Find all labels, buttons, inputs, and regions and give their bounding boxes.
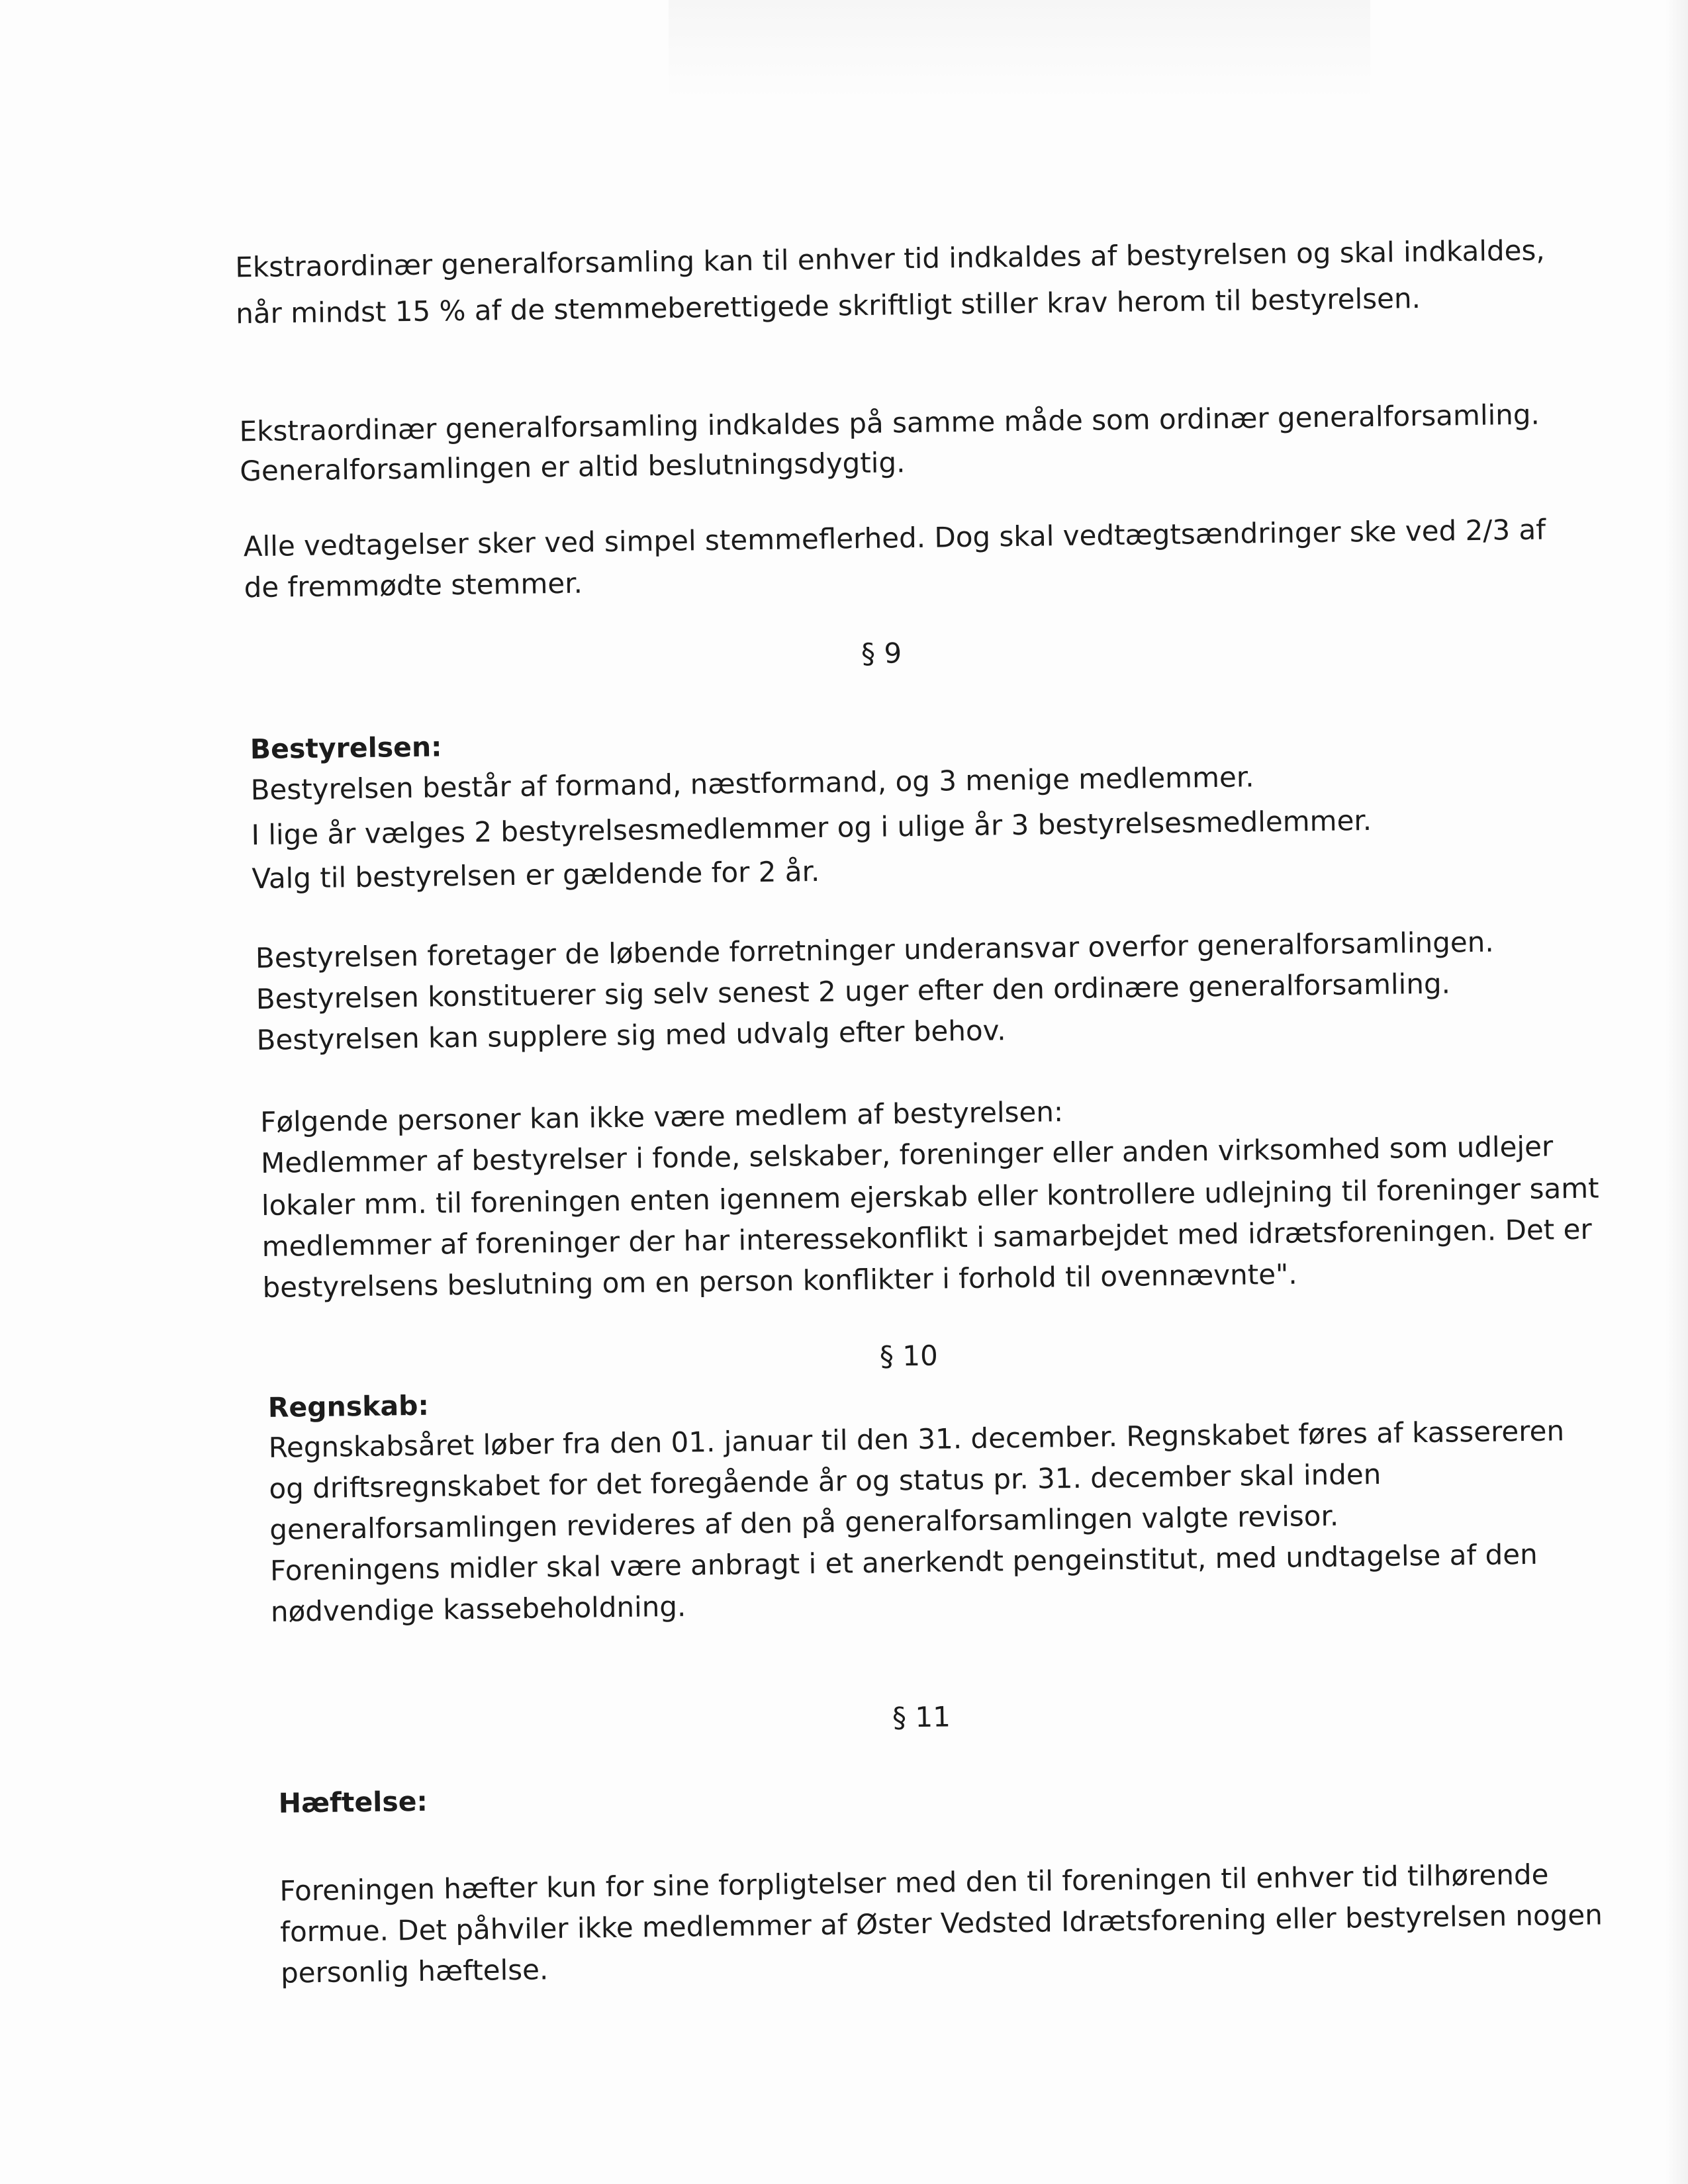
paragraph-line: Valg til bestyrelsen er gældende for 2 år. — [252, 854, 820, 895]
section-heading: Regnskab: — [267, 1389, 430, 1424]
paragraph-line: Alle vedtagelser sker ved simpel stemmeflerhed. Dog skal vedtægtsændringer ske ved 2/3 af — [243, 513, 1546, 563]
scan-edge — [1665, 0, 1688, 2184]
paragraph-line: I lige år vælges 2 bestyrelsesmedlemmer og i ulige år 3 bestyrelsesmedlemmer. — [251, 803, 1372, 852]
paragraph-line: de fremmødte stemmer. — [244, 567, 583, 604]
paragraph-line: Bestyrelsen består af formand, næstformand, og 3 menige medlemmer. — [250, 760, 1254, 807]
paragraph-line: personlig hæftelse. — [280, 1953, 549, 1989]
scan-shadow-mark — [669, 0, 1370, 99]
section-number: § 10 — [879, 1339, 939, 1373]
paragraph-line: Regnskabsåret løber fra den 01. januar til den 31. december. Regnskabet føres af kassereren — [268, 1414, 1565, 1464]
paragraph-line: Foreningen hæfter kun for sine forpligtelser med den til foreningen til enhver tid tilhørende — [279, 1858, 1549, 1907]
paragraph-line: Ekstraordinær generalforsamling indkaldes på samme måde som ordinær generalforsamling. — [239, 398, 1540, 448]
paragraph-line: bestyrelsens beslutning om en person konflikter i forhold til ovennævnte". — [262, 1257, 1297, 1304]
section-number: § 11 — [892, 1700, 951, 1734]
paragraph-line: Bestyrelsen konstituerer sig selv senest 2 uger efter den ordinære generalforsamling. — [256, 967, 1451, 1016]
paragraph-line: nødvendige kassebeholdning. — [270, 1590, 686, 1628]
paragraph-line: Foreningens midler skal være anbragt i et anerkendt pengeinstitut, med undtagelse af den — [269, 1537, 1538, 1587]
paragraph-line: lokaler mm. til foreningen enten igennem ejerskab eller kontrollere udlejning til foreninger samt — [261, 1171, 1599, 1222]
paragraph-line: formue. Det påhviler ikke medlemmer af Øster Vedsted Idrætsforening eller bestyrelsen nogen — [279, 1898, 1603, 1948]
section-heading: Hæftelse: — [278, 1785, 428, 1819]
paragraph-line: Medlemmer af bestyrelser i fonde, selskaber, foreninger eller anden virksomhed som udlejer — [260, 1130, 1554, 1179]
paragraph-line: Følgende personer kan ikke være medlem af bestyrelsen: — [259, 1095, 1064, 1138]
paragraph-line: når mindst 15 % af de stemmeberettigede skriftligt stiller krav herom til bestyrelsen. — [235, 281, 1421, 330]
paragraph-line: generalforsamlingen revideres af den på generalforsamlingen valgte revisor. — [269, 1499, 1339, 1546]
paragraph-line: Ekstraordinær generalforsamling kan til enhver tid indkaldes af bestyrelsen og skal indkaldes, — [234, 234, 1545, 284]
paragraph-line: Bestyrelsen kan supplere sig med udvalg efter behov. — [256, 1014, 1006, 1057]
section-heading: Bestyrelsen: — [250, 731, 442, 766]
paragraph-line: Generalforsamlingen er altid beslutningsdygtig. — [240, 446, 906, 488]
paragraph-line: medlemmer af foreninger der har interessekonflikt i samarbejdet med idrætsforeningen. Det er — [261, 1212, 1592, 1263]
section-number: § 9 — [861, 637, 902, 670]
paragraph-line: Bestyrelsen foretager de løbende forretninger underansvar overfor generalforsamlingen. — [255, 925, 1494, 975]
paragraph-line: og driftsregnskabet for det foregående år og status pr. 31. december skal inden — [269, 1457, 1382, 1505]
